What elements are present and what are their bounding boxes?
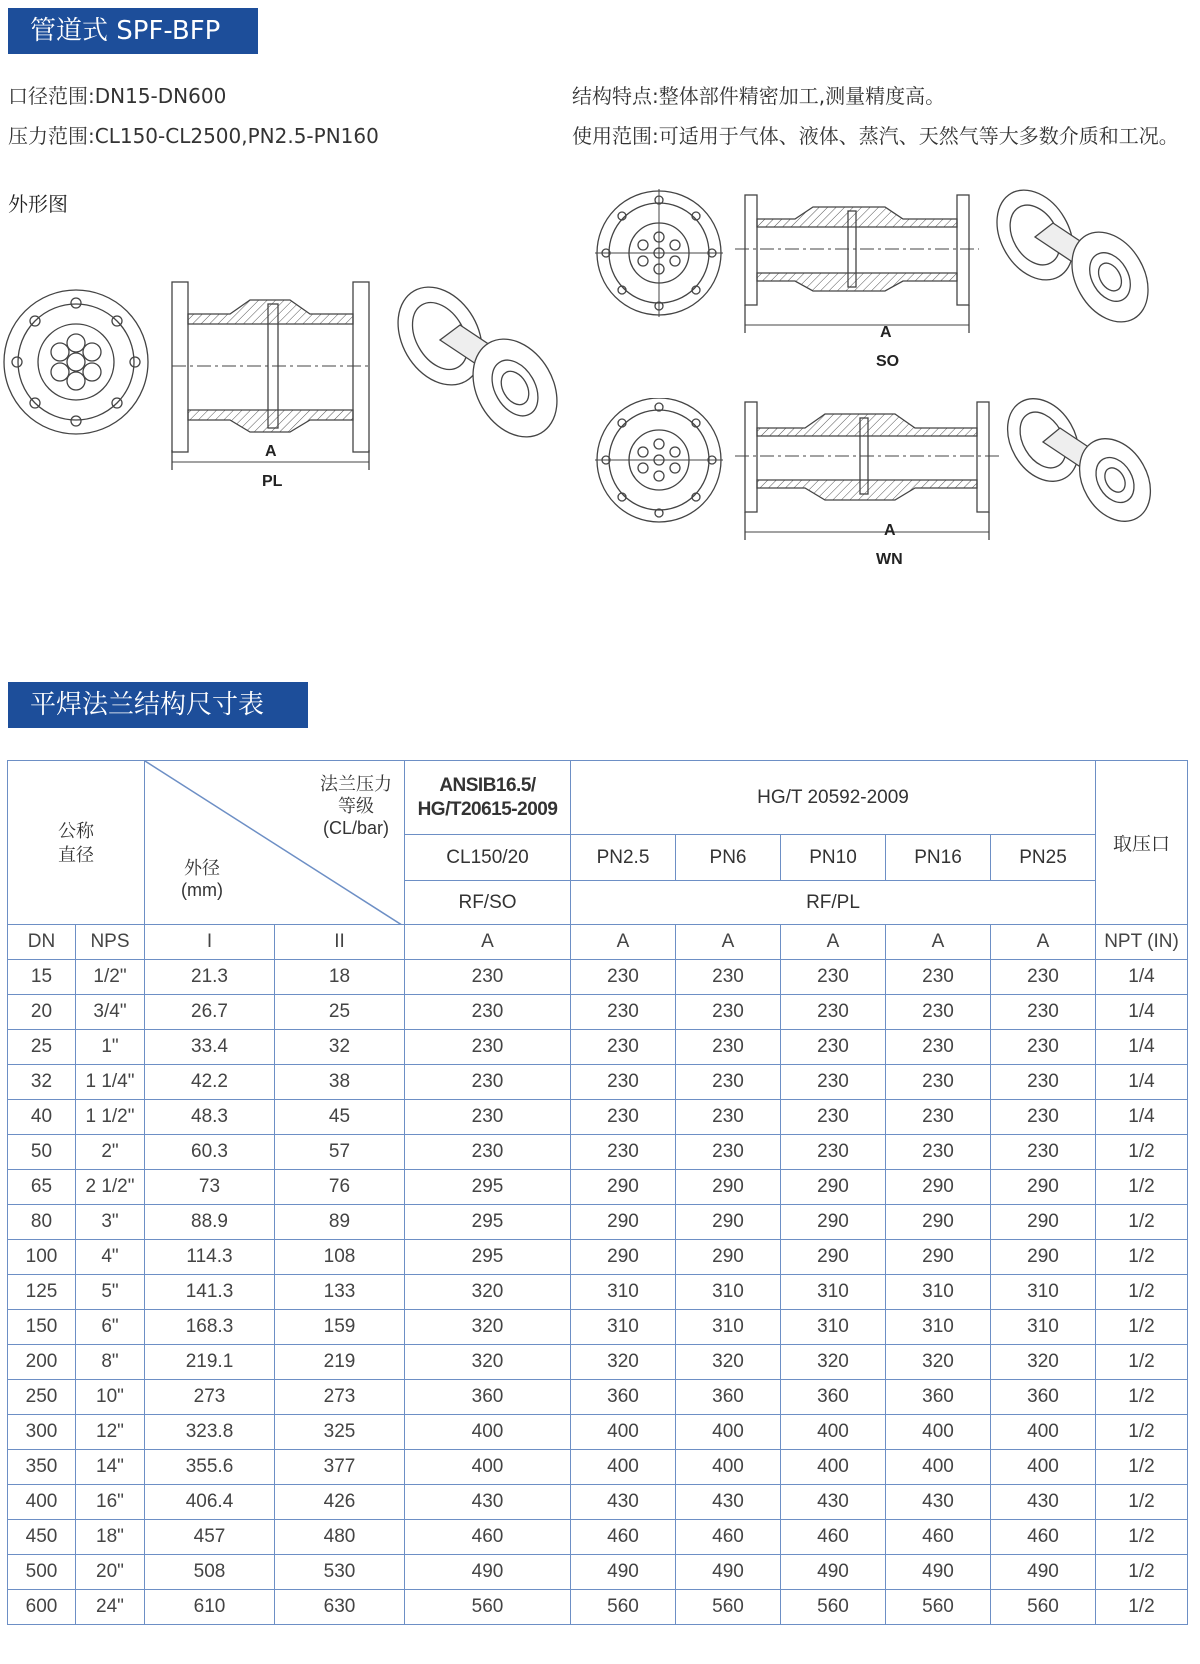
table-cell: 490 (571, 1555, 676, 1590)
table-cell: 230 (886, 1030, 991, 1065)
table-row (8, 1485, 1188, 1520)
hgt-standard-header: HG/T 20592-2009 (571, 761, 1096, 835)
table-cell: 355.6 (145, 1450, 275, 1485)
table-cell: 230 (405, 995, 571, 1030)
table-cell: 310 (781, 1310, 886, 1345)
table-cell: 1 1/2" (76, 1100, 145, 1135)
table-cell: 230 (676, 1100, 781, 1135)
column-header: A (781, 925, 886, 960)
table-cell: 230 (676, 995, 781, 1030)
table-cell: 290 (571, 1240, 676, 1275)
table-cell: 400 (405, 1450, 571, 1485)
table-cell: 230 (571, 1065, 676, 1100)
table-row (8, 1590, 1188, 1625)
table-cell: 48.3 (145, 1100, 275, 1135)
table-cell: 3/4" (76, 995, 145, 1030)
outer-diameter-header (145, 761, 405, 925)
table-cell: 16" (76, 1485, 145, 1520)
table-cell: 230 (991, 1135, 1096, 1170)
so-section-view (735, 195, 979, 333)
table-body (8, 960, 1188, 1625)
table-cell: 320 (676, 1345, 781, 1380)
table-cell: 230 (886, 1100, 991, 1135)
table-cell: 230 (991, 995, 1096, 1030)
spec-caliber: 口径范围:DN15-DN600 (8, 84, 227, 108)
pl-flange-front-view (4, 290, 148, 434)
table-cell: 508 (145, 1555, 275, 1590)
column-header: A (571, 925, 676, 960)
table-cell: 230 (991, 1030, 1096, 1065)
table-cell: 1/2 (1096, 1485, 1188, 1520)
table-cell: 360 (991, 1380, 1096, 1415)
pn-header: PN6 (676, 835, 781, 881)
table-cell: 89 (275, 1205, 405, 1240)
table-row (8, 1555, 1188, 1590)
table-cell: 3" (76, 1205, 145, 1240)
table-cell: 45 (275, 1100, 405, 1135)
table-cell: 42.2 (145, 1065, 275, 1100)
table-cell: 400 (8, 1485, 76, 1520)
column-header: A (405, 925, 571, 960)
table-cell: 406.4 (145, 1485, 275, 1520)
table-row (8, 1520, 1188, 1555)
table-cell: 460 (405, 1520, 571, 1555)
table-cell: 290 (991, 1240, 1096, 1275)
pn-header: PN25 (991, 835, 1096, 881)
table-row (8, 1030, 1188, 1065)
table-cell: 25 (8, 1030, 76, 1065)
table-cell: 1 1/4" (76, 1065, 145, 1100)
table-cell: 20" (76, 1555, 145, 1590)
table-cell: 560 (781, 1590, 886, 1625)
table-cell: 290 (991, 1170, 1096, 1205)
outer-diameter-label: 外径 (mm) (181, 858, 223, 900)
table-cell: 1/2 (1096, 1135, 1188, 1170)
table-cell: 230 (781, 1065, 886, 1100)
table-cell: 1/4 (1096, 960, 1188, 995)
table-cell: 230 (405, 1030, 571, 1065)
table-cell: 290 (676, 1240, 781, 1275)
table-cell: 32 (8, 1065, 76, 1100)
table-cell: 360 (405, 1380, 571, 1415)
table-cell: 230 (991, 1065, 1096, 1100)
table-cell: 400 (571, 1415, 676, 1450)
ansi-standard-label: ANSIB16.5/ HG/T20615-2009 (417, 774, 558, 820)
wn-section-view (735, 402, 999, 540)
table-cell: 430 (676, 1485, 781, 1520)
table-row (8, 1205, 1188, 1240)
nominal-diameter-header (8, 761, 145, 925)
table-cell: 8" (76, 1345, 145, 1380)
flange-class-label: 法兰压力 等级 (CL/bar) (320, 774, 392, 838)
table-cell: 230 (886, 960, 991, 995)
table-cell: 230 (886, 995, 991, 1030)
table-cell: 1/2" (76, 960, 145, 995)
table-cell: 400 (405, 1415, 571, 1450)
column-header: A (676, 925, 781, 960)
table-cell: 230 (676, 1030, 781, 1065)
table-cell: 300 (8, 1415, 76, 1450)
table-cell: 230 (571, 1100, 676, 1135)
table-cell: 250 (8, 1380, 76, 1415)
table-cell: 400 (991, 1415, 1096, 1450)
table-cell: 320 (405, 1275, 571, 1310)
table-cell: 310 (991, 1275, 1096, 1310)
column-header: NPS (76, 925, 145, 960)
table-cell: 6" (76, 1310, 145, 1345)
so-drawing (595, 185, 1195, 345)
table-cell: 230 (781, 1030, 886, 1065)
table-cell: 290 (886, 1205, 991, 1240)
table-cell: 290 (571, 1205, 676, 1240)
table-cell: 457 (145, 1520, 275, 1555)
table-cell: 600 (8, 1590, 76, 1625)
table-cell: 630 (275, 1590, 405, 1625)
table-cell: 295 (405, 1170, 571, 1205)
table-cell: 426 (275, 1485, 405, 1520)
table-cell: 60.3 (145, 1135, 275, 1170)
table-cell: 320 (405, 1345, 571, 1380)
table-cell: 400 (676, 1415, 781, 1450)
spec-structure: 结构特点:整体部件精密加工,测量精度高。 (572, 84, 946, 108)
table-row (8, 1135, 1188, 1170)
table-cell: 80 (8, 1205, 76, 1240)
table-cell: 1/2 (1096, 1520, 1188, 1555)
table-cell: 400 (676, 1450, 781, 1485)
pn-header: PN2.5 (571, 835, 676, 881)
table-cell: 1/2 (1096, 1590, 1188, 1625)
table-cell: 100 (8, 1240, 76, 1275)
table-cell: 15 (8, 960, 76, 995)
table-cell: 290 (676, 1205, 781, 1240)
table-cell: 33.4 (145, 1030, 275, 1065)
table-cell: 200 (8, 1345, 76, 1380)
table-cell: 73 (145, 1170, 275, 1205)
page-title-banner (8, 8, 258, 54)
table-cell: 230 (405, 1100, 571, 1135)
table-cell: 230 (676, 1065, 781, 1100)
table-row (8, 1450, 1188, 1485)
table-cell: 310 (571, 1310, 676, 1345)
table-cell: 400 (571, 1450, 676, 1485)
table-cell: 219 (275, 1345, 405, 1380)
table-cell: 460 (676, 1520, 781, 1555)
table-cell: 1/4 (1096, 1030, 1188, 1065)
table-row (8, 960, 1188, 995)
table-cell: 320 (405, 1310, 571, 1345)
table-cell: 133 (275, 1275, 405, 1310)
table-cell: 14" (76, 1450, 145, 1485)
table-cell: 400 (991, 1450, 1096, 1485)
table-cell: 325 (275, 1415, 405, 1450)
table-cell: 560 (676, 1590, 781, 1625)
so-3d-view (982, 185, 1164, 336)
table-cell: 1" (76, 1030, 145, 1065)
table-cell: 450 (8, 1520, 76, 1555)
cl150-header: CL150/20 (405, 835, 571, 881)
table-cell: 88.9 (145, 1205, 275, 1240)
column-header: A (886, 925, 991, 960)
pn-header: PN10 (781, 835, 886, 881)
table-cell: 1/2 (1096, 1240, 1188, 1275)
table-cell: 400 (886, 1450, 991, 1485)
table-cell: 168.3 (145, 1310, 275, 1345)
pl-dim-label: A (265, 443, 277, 460)
table-title: 平焊法兰结构尺寸表 (30, 690, 265, 720)
table-cell: 38 (275, 1065, 405, 1100)
wn-caption: WN (876, 551, 903, 568)
spec-usage: 使用范围:可适用于气体、液体、蒸汽、天然气等大多数介质和工况。 (572, 124, 1179, 148)
wn-flange-front-view (595, 398, 723, 522)
table-cell: 230 (571, 1135, 676, 1170)
table-cell: 230 (571, 1030, 676, 1065)
table-cell: 20 (8, 995, 76, 1030)
page-title: 管道式 SPF-BFP (30, 16, 221, 46)
table-cell: 25 (275, 995, 405, 1030)
table-cell: 273 (145, 1380, 275, 1415)
nominal-diameter-label: 公称 直径 (58, 820, 94, 865)
table-cell: 430 (886, 1485, 991, 1520)
table-cell: 350 (8, 1450, 76, 1485)
rfpl-header: RF/PL (571, 881, 1096, 925)
column-header: NPT (IN) (1096, 925, 1188, 960)
table-cell: 290 (676, 1170, 781, 1205)
table-cell: 290 (886, 1170, 991, 1205)
table-cell: 490 (405, 1555, 571, 1590)
ansi-standard-header (405, 761, 571, 835)
table-cell: 320 (571, 1345, 676, 1380)
table-cell: 290 (571, 1170, 676, 1205)
table-cell: 18 (275, 960, 405, 995)
table-cell: 230 (781, 1135, 886, 1170)
table-cell: 360 (571, 1380, 676, 1415)
table-cell: 1/2 (1096, 1555, 1188, 1590)
table-cell: 108 (275, 1240, 405, 1275)
table-cell: 230 (405, 1135, 571, 1170)
wn-3d-view (993, 398, 1164, 534)
table-cell: 219.1 (145, 1345, 275, 1380)
table-cell: 400 (781, 1415, 886, 1450)
table-cell: 1/2 (1096, 1275, 1188, 1310)
so-flange-front-view (595, 189, 723, 317)
table-cell: 560 (405, 1590, 571, 1625)
table-cell: 360 (886, 1380, 991, 1415)
pl-3d-view (381, 272, 570, 452)
table-cell: 310 (886, 1310, 991, 1345)
table-cell: 530 (275, 1555, 405, 1590)
table-row (8, 1275, 1188, 1310)
table-cell: 230 (991, 960, 1096, 995)
table-cell: 26.7 (145, 995, 275, 1030)
table-cell: 560 (886, 1590, 991, 1625)
table-row (8, 1240, 1188, 1275)
table-cell: 400 (886, 1415, 991, 1450)
column-header-row (8, 925, 1188, 960)
table-row (8, 1065, 1188, 1100)
table-cell: 430 (405, 1485, 571, 1520)
table-cell: 290 (781, 1240, 886, 1275)
table-cell: 1/2 (1096, 1170, 1188, 1205)
table-cell: 560 (571, 1590, 676, 1625)
table-cell: 230 (405, 960, 571, 995)
table-cell: 460 (991, 1520, 1096, 1555)
table-cell: 159 (275, 1310, 405, 1345)
table-cell: 1/2 (1096, 1310, 1188, 1345)
table-cell: 4" (76, 1240, 145, 1275)
table-cell: 2 1/2" (76, 1170, 145, 1205)
table-cell: 1/2 (1096, 1345, 1188, 1380)
column-header: A (991, 925, 1096, 960)
table-cell: 273 (275, 1380, 405, 1415)
table-cell: 377 (275, 1450, 405, 1485)
table-cell: 1/2 (1096, 1205, 1188, 1240)
table-cell: 141.3 (145, 1275, 275, 1310)
table-cell: 430 (781, 1485, 886, 1520)
table-cell: 1/4 (1096, 995, 1188, 1030)
table-cell: 310 (676, 1275, 781, 1310)
table-cell: 1/2 (1096, 1450, 1188, 1485)
table-cell: 230 (781, 960, 886, 995)
table-cell: 360 (676, 1380, 781, 1415)
drawings-section-label: 外形图 (8, 192, 68, 216)
pl-caption: PL (262, 473, 283, 490)
table-cell: 490 (781, 1555, 886, 1590)
table-cell: 230 (886, 1135, 991, 1170)
table-title-banner (8, 682, 308, 728)
table-cell: 230 (571, 960, 676, 995)
table-cell: 32 (275, 1030, 405, 1065)
pl-drawing (0, 270, 570, 470)
table-cell: 310 (571, 1275, 676, 1310)
table-cell: 230 (781, 995, 886, 1030)
table-cell: 290 (781, 1205, 886, 1240)
rfso-header: RF/SO (405, 881, 571, 925)
column-header: I (145, 925, 275, 960)
table-row (8, 1415, 1188, 1450)
table-cell: 290 (781, 1170, 886, 1205)
table-cell: 21.3 (145, 960, 275, 995)
table-cell: 1/2 (1096, 1415, 1188, 1450)
table-cell: 57 (275, 1135, 405, 1170)
table-cell: 460 (886, 1520, 991, 1555)
table-cell: 430 (571, 1485, 676, 1520)
table-cell: 10" (76, 1380, 145, 1415)
table-cell: 12" (76, 1415, 145, 1450)
table-cell: 320 (886, 1345, 991, 1380)
table-cell: 460 (571, 1520, 676, 1555)
table-cell: 5" (76, 1275, 145, 1310)
table-cell: 230 (405, 1065, 571, 1100)
table-cell: 290 (991, 1205, 1096, 1240)
table-cell: 490 (886, 1555, 991, 1590)
table-cell: 320 (781, 1345, 886, 1380)
table-cell: 490 (991, 1555, 1096, 1590)
table-cell: 1/4 (1096, 1100, 1188, 1135)
table-cell: 610 (145, 1590, 275, 1625)
table-cell: 560 (991, 1590, 1096, 1625)
table-row (8, 1345, 1188, 1380)
table-cell: 114.3 (145, 1240, 275, 1275)
table-cell: 230 (676, 960, 781, 995)
dimension-table (7, 760, 1188, 1625)
table-cell: 150 (8, 1310, 76, 1345)
pn-header: PN16 (886, 835, 991, 881)
table-cell: 230 (571, 995, 676, 1030)
table-cell: 76 (275, 1170, 405, 1205)
table-cell: 310 (886, 1275, 991, 1310)
table-row (8, 1100, 1188, 1135)
table-cell: 40 (8, 1100, 76, 1135)
pl-section-view (172, 282, 369, 470)
table-cell: 490 (676, 1555, 781, 1590)
table-cell: 295 (405, 1240, 571, 1275)
table-cell: 230 (991, 1100, 1096, 1135)
table-cell: 2" (76, 1135, 145, 1170)
column-header: DN (8, 925, 76, 960)
so-caption: SO (876, 353, 900, 370)
table-cell: 480 (275, 1520, 405, 1555)
table-cell: 230 (886, 1065, 991, 1100)
table-cell: 310 (676, 1310, 781, 1345)
table-cell: 360 (781, 1380, 886, 1415)
table-cell: 1/4 (1096, 1065, 1188, 1100)
table-cell: 230 (676, 1135, 781, 1170)
table-cell: 400 (781, 1450, 886, 1485)
table-cell: 323.8 (145, 1415, 275, 1450)
table-cell: 290 (886, 1240, 991, 1275)
table-header-row-1 (8, 761, 1188, 835)
table-cell: 460 (781, 1520, 886, 1555)
table-cell: 430 (991, 1485, 1096, 1520)
table-cell: 295 (405, 1205, 571, 1240)
pressure-tap-header: 取压口 (1096, 761, 1188, 925)
table-cell: 50 (8, 1135, 76, 1170)
table-cell: 320 (991, 1345, 1096, 1380)
table-cell: 500 (8, 1555, 76, 1590)
table-cell: 125 (8, 1275, 76, 1310)
table-row (8, 995, 1188, 1030)
table-cell: 1/2 (1096, 1380, 1188, 1415)
table-row (8, 1170, 1188, 1205)
table-row (8, 1310, 1188, 1345)
spec-pressure: 压力范围:CL150-CL2500,PN2.5-PN160 (8, 124, 379, 148)
table-cell: 18" (76, 1520, 145, 1555)
column-header: II (275, 925, 405, 960)
table-cell: 65 (8, 1170, 76, 1205)
table-cell: 310 (781, 1275, 886, 1310)
wn-dim-label: A (884, 522, 896, 539)
table-cell: 230 (781, 1100, 886, 1135)
so-dim-label: A (880, 324, 892, 341)
table-cell: 24" (76, 1590, 145, 1625)
table-row (8, 1380, 1188, 1415)
table-cell: 310 (991, 1310, 1096, 1345)
